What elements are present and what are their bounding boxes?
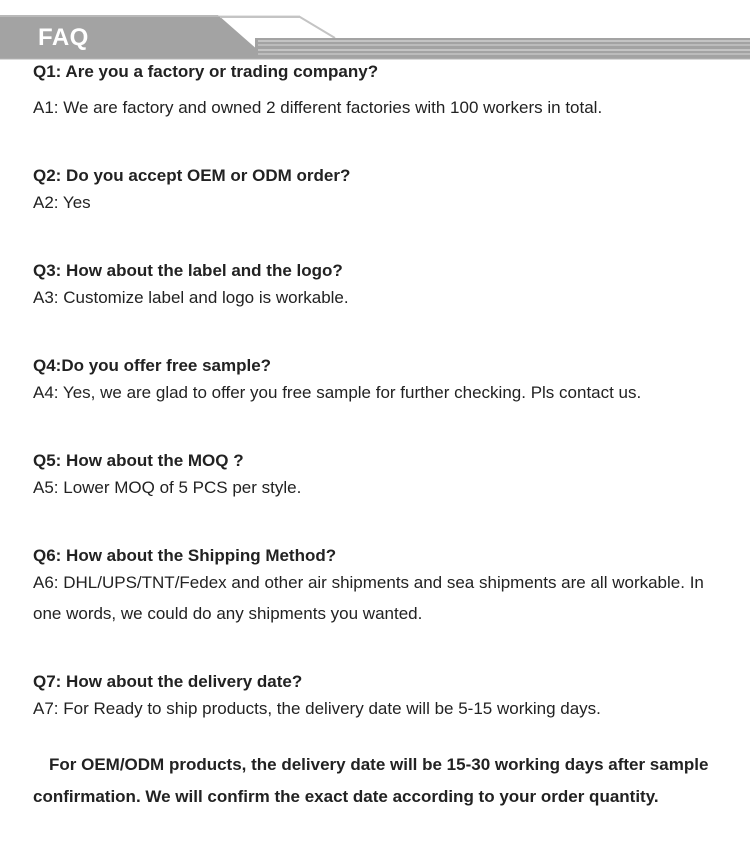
faq-answer: A2: Yes bbox=[33, 193, 91, 212]
faq-answer: A3: Customize label and logo is workable. bbox=[33, 288, 349, 307]
faq-question: Q7: How about the delivery date? bbox=[33, 672, 303, 691]
faq-question: Q3: How about the label and the logo? bbox=[33, 261, 343, 280]
faq-item-5 bbox=[33, 450, 733, 503]
faq-header bbox=[0, 0, 750, 66]
faq-question: Q1: Are you a factory or trading company? bbox=[33, 62, 379, 81]
faq-question: Q5: How about the MOQ ? bbox=[33, 451, 244, 470]
faq-question: Q6: How about the Shipping Method? bbox=[33, 546, 337, 565]
faq-answer: A1: We are factory and owned 2 different factories with 100 workers in total. bbox=[33, 98, 603, 117]
faq-question: Q4:Do you offer free sample? bbox=[33, 356, 272, 375]
delivery-note: For OEM/ODM products, the delivery date will be 15-30 working days after sample confirmation. We will confirm the exact date according to your order quantity. bbox=[33, 755, 709, 806]
page-title: FAQ bbox=[38, 24, 89, 51]
faq-item-7 bbox=[33, 671, 733, 724]
faq-answer: A7: For Ready to ship products, the delivery date will be 5-15 working days. bbox=[33, 699, 601, 718]
faq-item-4 bbox=[33, 355, 733, 408]
faq-answer: A5: Lower MOQ of 5 PCS per style. bbox=[33, 478, 302, 497]
faq-item-6 bbox=[33, 545, 733, 629]
faq-list bbox=[33, 61, 733, 766]
faq-answer: A4: Yes, we are glad to offer you free sample for further checking. Pls contact us. bbox=[33, 383, 642, 402]
faq-item-3 bbox=[33, 260, 733, 313]
faq-item-2 bbox=[33, 165, 733, 218]
faq-answer: A6: DHL/UPS/TNT/Fedex and other air shipments and sea shipments are all workable. In one words, we could do any shipments you wanted. bbox=[33, 573, 704, 623]
faq-item-1 bbox=[33, 61, 733, 123]
header-banner-shape bbox=[0, 0, 750, 66]
faq-question: Q2: Do you accept OEM or ODM order? bbox=[33, 166, 351, 185]
